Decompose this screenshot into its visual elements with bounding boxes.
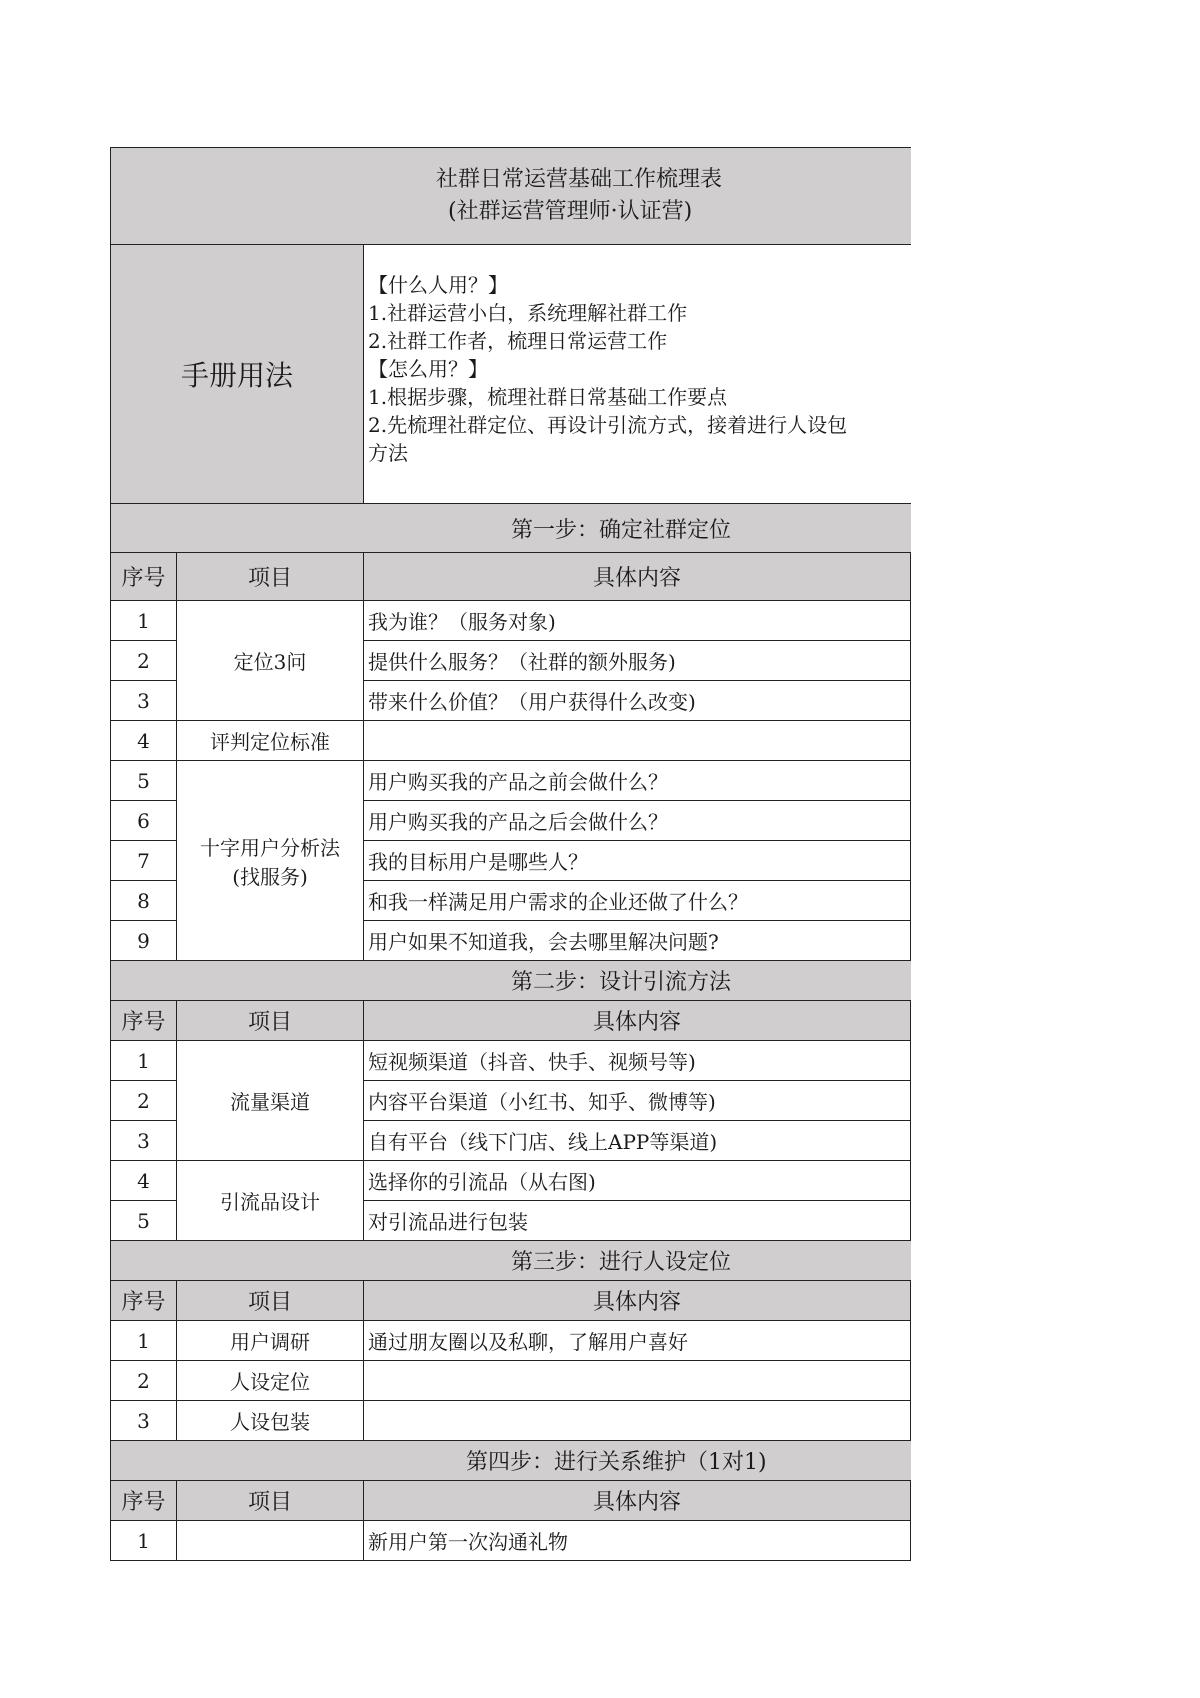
usage-row <box>111 245 911 504</box>
row-num: 1 <box>111 1041 177 1081</box>
row-content: 和我一样满足用户需求的企业还做了什么？ <box>364 881 911 921</box>
row-num: 7 <box>111 841 177 881</box>
row-item: 流量渠道 <box>177 1041 364 1161</box>
row-num: 1 <box>111 1321 177 1361</box>
row-num: 6 <box>111 801 177 841</box>
row-content: 我为谁？（服务对象) <box>364 601 911 641</box>
row-num: 3 <box>111 1401 177 1441</box>
table-row <box>111 721 911 761</box>
row-num: 3 <box>111 1121 177 1161</box>
step2-header-row <box>111 1001 911 1041</box>
worksheet-table <box>110 147 911 1561</box>
step2-title <box>111 961 911 1001</box>
row-num: 1 <box>111 601 177 641</box>
row-content: 自有平台（线下门店、线上APP等渠道) <box>364 1121 911 1161</box>
row-num: 5 <box>111 761 177 801</box>
row-item-line-2: (找服务) <box>232 864 308 889</box>
header-num: 序号 <box>111 1001 177 1041</box>
usage-label: 手册用法 <box>111 245 364 504</box>
row-num: 2 <box>111 1081 177 1121</box>
row-num: 5 <box>111 1201 177 1241</box>
row-item: 人设定位 <box>177 1361 364 1401</box>
row-item: 评判定位标准 <box>177 721 364 761</box>
row-content: 带来什么价值？（用户获得什么改变) <box>364 681 911 721</box>
header-item: 项目 <box>177 553 364 601</box>
step1-title-row <box>111 504 911 553</box>
row-num: 2 <box>111 1361 177 1401</box>
step3-title <box>111 1241 911 1281</box>
header-item: 项目 <box>177 1281 364 1321</box>
step1-header-row <box>111 553 911 601</box>
header-item: 项目 <box>177 1481 364 1521</box>
title-line-2: (社群运营管理师·认证营) <box>448 199 693 224</box>
row-num: 4 <box>111 721 177 761</box>
row-item-line-1: 十字用户分析法 <box>200 835 340 860</box>
step3-header-row <box>111 1281 911 1321</box>
row-content: 内容平台渠道（小红书、知乎、微博等) <box>364 1081 911 1121</box>
step4-header-row <box>111 1481 911 1521</box>
row-item: 定位3问 <box>177 601 364 721</box>
row-item: 人设包装 <box>177 1401 364 1441</box>
step2-title-row <box>111 961 911 1001</box>
row-content: 选择你的引流品（从右图) <box>364 1161 911 1201</box>
row-content: 我的目标用户是哪些人？ <box>364 841 911 881</box>
step1-title <box>111 504 911 553</box>
row-content: 短视频渠道（抖音、快手、视频号等) <box>364 1041 911 1081</box>
row-item: 用户调研 <box>177 1321 364 1361</box>
header-content: 具体内容 <box>364 553 911 601</box>
row-item <box>177 761 364 961</box>
title-row <box>111 148 911 245</box>
row-content: 对引流品进行包装 <box>364 1201 911 1241</box>
row-content: 新用户第一次沟通礼物 <box>364 1521 911 1561</box>
usage-text: 【什么人用？】 1.社群运营小白，系统理解社群工作 2.社群工作者，梳理日常运营工作 【怎么用？】 1.根据步骤，梳理社群日常基础工作要点 2.先梳理社群定位、再设计引流方式，接着进行人设包 方法 <box>364 245 911 504</box>
row-content: 用户购买我的产品之后会做什么？ <box>364 801 911 841</box>
row-content: 用户购买我的产品之前会做什么？ <box>364 761 911 801</box>
row-content: 用户如果不知道我，会去哪里解决问题? <box>364 921 911 961</box>
title-cell <box>111 148 911 245</box>
header-num: 序号 <box>111 1281 177 1321</box>
row-content <box>364 1361 911 1401</box>
row-content: 通过朋友圈以及私聊，了解用户喜好 <box>364 1321 911 1361</box>
header-content: 具体内容 <box>364 1481 911 1521</box>
row-num: 2 <box>111 641 177 681</box>
header-num: 序号 <box>111 553 177 601</box>
row-item <box>177 1521 364 1561</box>
table-row <box>111 1521 911 1561</box>
step4-title <box>111 1441 911 1481</box>
table-row <box>111 761 911 801</box>
header-content: 具体内容 <box>364 1281 911 1321</box>
table-row <box>111 1161 911 1201</box>
step3-title-row <box>111 1241 911 1281</box>
header-num: 序号 <box>111 1481 177 1521</box>
row-content: 提供什么服务？（社群的额外服务) <box>364 641 911 681</box>
step4-title-row <box>111 1441 911 1481</box>
table-row <box>111 1401 911 1441</box>
row-item: 引流品设计 <box>177 1161 364 1241</box>
row-num: 4 <box>111 1161 177 1201</box>
step4-title-text: 第四步：进行关系维护（1对1) <box>466 1450 767 1475</box>
row-num: 8 <box>111 881 177 921</box>
table-row <box>111 601 911 641</box>
step1-title-text: 第一步：确定社群定位 <box>511 517 732 543</box>
row-num: 1 <box>111 1521 177 1561</box>
title-line-1: 社群日常运营基础工作梳理表 <box>436 167 723 192</box>
table-row <box>111 1361 911 1401</box>
step2-title-text: 第二步：设计引流方法 <box>511 970 732 995</box>
row-num: 3 <box>111 681 177 721</box>
row-content <box>364 1401 911 1441</box>
table-row <box>111 1321 911 1361</box>
table-row <box>111 1041 911 1081</box>
step3-title-text: 第三步：进行人设定位 <box>511 1250 732 1275</box>
header-content: 具体内容 <box>364 1001 911 1041</box>
row-num: 9 <box>111 921 177 961</box>
row-content <box>364 721 911 761</box>
header-item: 项目 <box>177 1001 364 1041</box>
